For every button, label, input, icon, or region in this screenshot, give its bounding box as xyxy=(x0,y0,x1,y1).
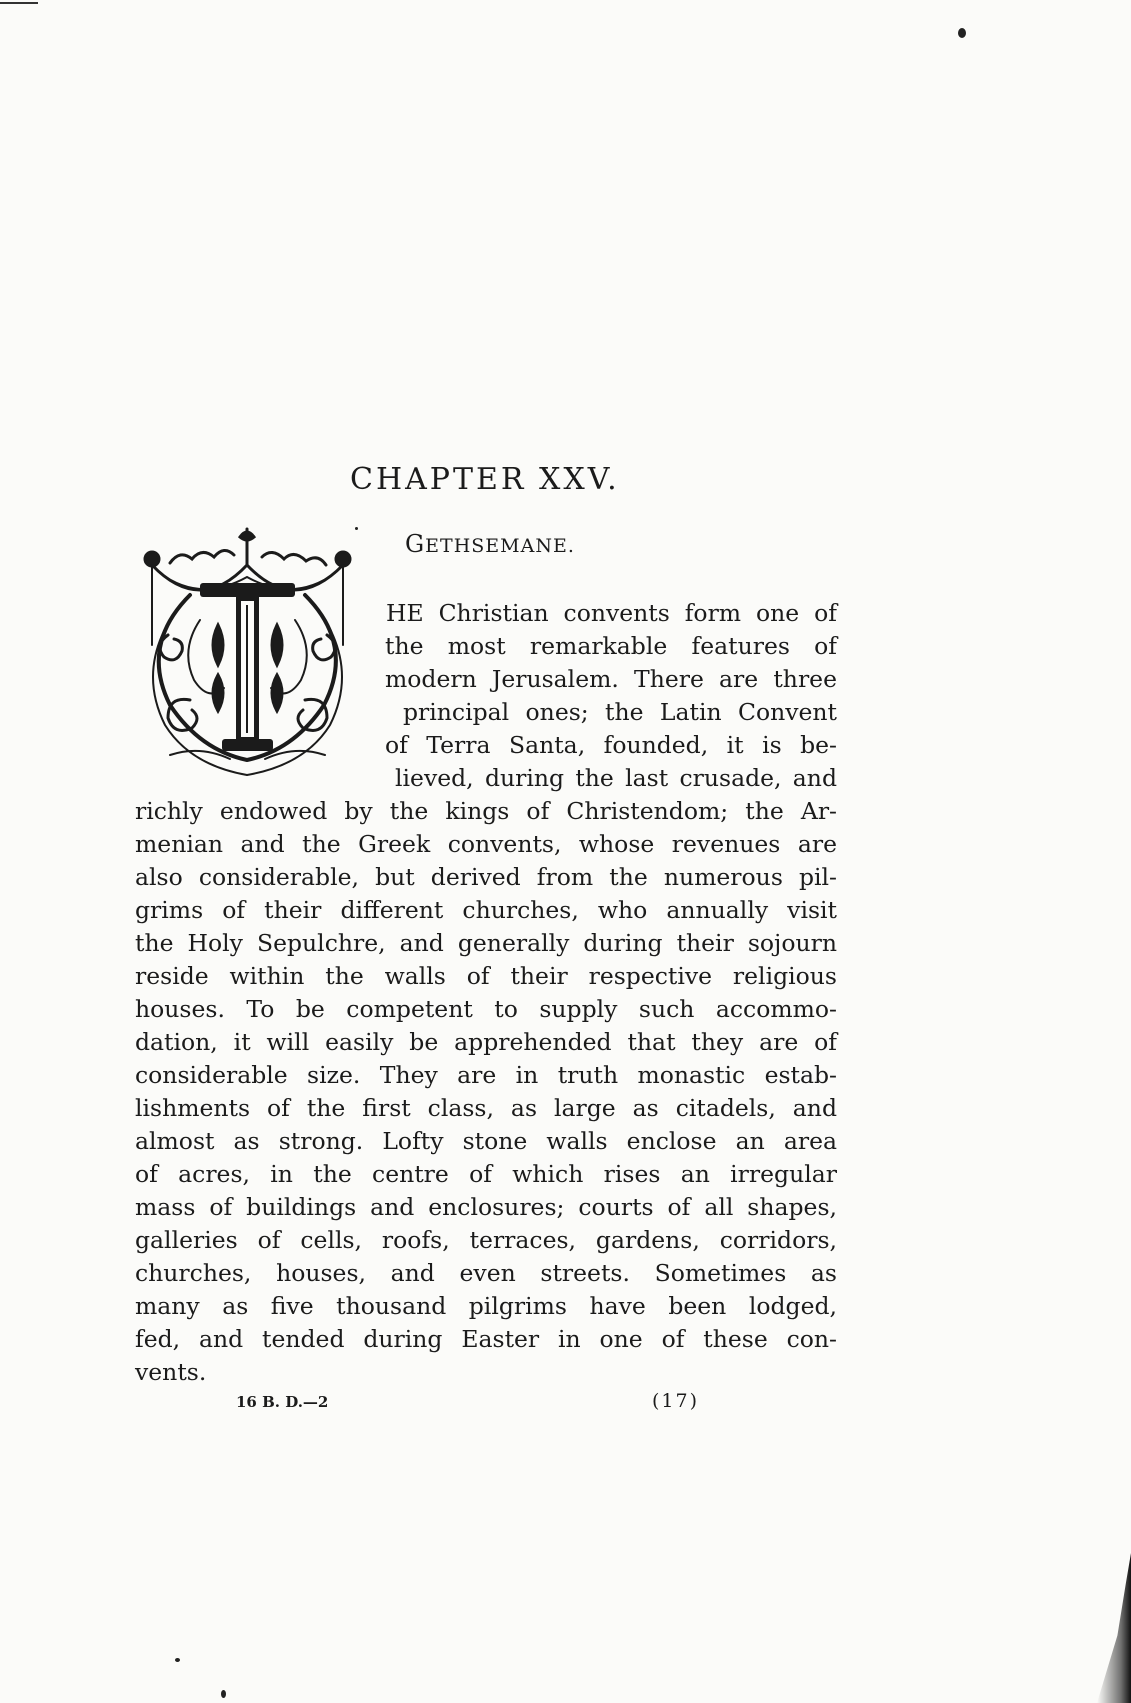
ornamental-drop-cap-icon xyxy=(130,525,365,780)
text-line: modern Jerusalem. There are three xyxy=(385,665,837,693)
section-title-rest: ETHSEMANE. xyxy=(425,535,575,557)
text-line: of Terra Santa, founded, it is be- xyxy=(385,731,837,759)
text-line: grims of their different churches, who annually visit xyxy=(135,896,837,924)
text-line: the Holy Sepulchre, and generally during their sojourn xyxy=(135,929,837,957)
text-line: of acres, in the centre of which rises an irregular xyxy=(135,1160,837,1188)
scan-speck xyxy=(355,527,358,530)
text-line: also considerable, but derived from the numerous pil- xyxy=(135,863,837,891)
scan-speck xyxy=(175,1658,180,1662)
text-line: almost as strong. Lofty stone walls enclose an area xyxy=(135,1127,837,1155)
printer-signature: 16 B. D.—2 xyxy=(236,1393,329,1411)
text-line: reside within the walls of their respective religious xyxy=(135,962,837,990)
text-line: considerable size. They are in truth monastic estab- xyxy=(135,1061,837,1089)
page-number: (17) xyxy=(652,1390,700,1412)
text-line: mass of buildings and enclosures; courts of all shapes, xyxy=(135,1193,837,1221)
text-line: lishments of the first class, as large as citadels, and xyxy=(135,1094,837,1122)
section-title xyxy=(405,530,575,558)
text-line: churches, houses, and even streets. Sometimes as xyxy=(135,1259,837,1287)
text-line: richly endowed by the kings of Christendom; the Ar- xyxy=(135,797,837,825)
section-title-initial: G xyxy=(405,530,426,558)
scan-shadow xyxy=(1097,1553,1131,1703)
chapter-title: CHAPTER XXV. xyxy=(350,462,620,497)
text-line: the most remarkable features of xyxy=(385,632,837,660)
text-line: principal ones; the Latin Convent xyxy=(403,698,837,726)
text-line: lieved, during the last crusade, and xyxy=(395,764,837,792)
scan-speck xyxy=(221,1690,226,1698)
text-line: galleries of cells, roofs, terraces, gardens, corridors, xyxy=(135,1226,837,1254)
text-line: HE Christian convents form one of xyxy=(386,599,837,627)
scan-speck xyxy=(958,28,966,38)
text-line: vents. xyxy=(135,1358,207,1386)
text-line: menian and the Greek convents, whose revenues are xyxy=(135,830,837,858)
text-line: many as five thousand pilgrims have been lodged, xyxy=(135,1292,837,1320)
edge-rule xyxy=(0,2,38,4)
text-line: houses. To be competent to supply such accommo- xyxy=(135,995,837,1023)
text-line: dation, it will easily be apprehended that they are of xyxy=(135,1028,837,1056)
text-line: fed, and tended during Easter in one of these con- xyxy=(135,1325,837,1353)
